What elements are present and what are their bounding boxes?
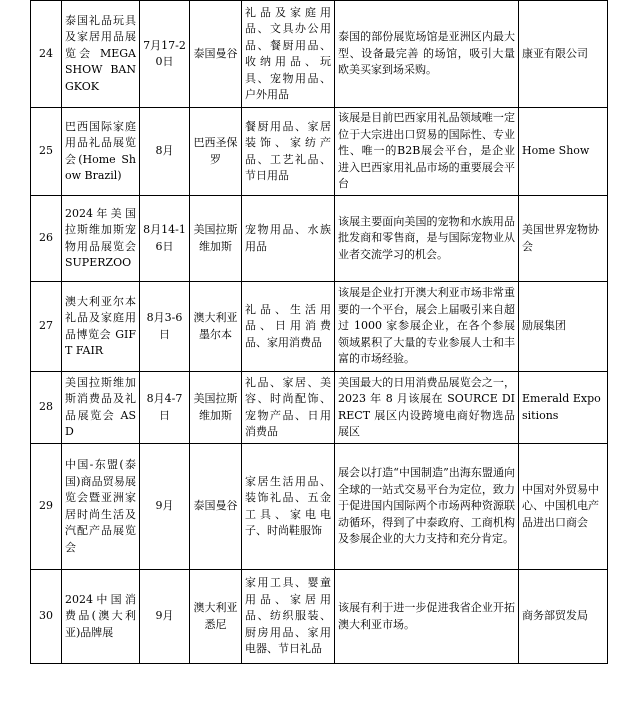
exhibition-name: 巴西国际家庭用品礼品展览会(Home Show Brazil) bbox=[62, 108, 140, 196]
row-number: 30 bbox=[31, 570, 62, 664]
exhibition-name: 中国-东盟(泰国)商品贸易展览会暨亚洲家居时尚生活及汽配产品展览会 bbox=[62, 444, 140, 570]
exhibition-name: 2024年美国拉斯维加斯宠物用品展览会 SUPERZOO bbox=[62, 196, 140, 282]
table-row bbox=[31, 570, 608, 664]
exhibition-products: 餐厨用品、家居装饰、家纺产品、工艺礼品、节日用品 bbox=[242, 108, 335, 196]
exhibition-city: 美国拉斯维加斯 bbox=[190, 196, 242, 282]
exhibition-city: 澳大利亚墨尔本 bbox=[190, 282, 242, 372]
exhibition-organizer: 康亚有限公司 bbox=[519, 1, 608, 108]
exhibition-table bbox=[30, 0, 608, 664]
exhibition-products: 礼品及家庭用品、文具办公用品、餐厨用品、收纳用品、玩具、宠物用品、户外用品 bbox=[242, 1, 335, 108]
exhibition-date: 8月 bbox=[140, 108, 190, 196]
exhibition-date: 8月14-16日 bbox=[140, 196, 190, 282]
table-row bbox=[31, 282, 608, 372]
exhibition-products: 礼品、家居、美容、时尚配饰、宠物产品、日用消费品 bbox=[242, 372, 335, 444]
exhibition-products: 家居生活用品、装饰礼品、五金工具、家电电子、时尚鞋服饰 bbox=[242, 444, 335, 570]
exhibition-name: 泰国礼品玩具及家居用品展览会 MEGA SHOW BANGKOK bbox=[62, 1, 140, 108]
exhibition-city: 巴西圣保罗 bbox=[190, 108, 242, 196]
exhibition-description: 美国最大的日用消费品展览会之一，2023 年 8 月该展在 SOURCE DIRECT 展区内设跨境电商好物选品展区 bbox=[335, 372, 519, 444]
exhibition-organizer: Home Show bbox=[519, 108, 608, 196]
row-number: 24 bbox=[31, 1, 62, 108]
exhibition-description: 该展是企业打开澳大利亚市场非常重要的一个平台，展会上届吸引来自超过 1000 家参展企业，在各个参展领域累积了大量的专业参展人士和丰富的市场经验。 bbox=[335, 282, 519, 372]
exhibition-products: 礼品、生活用品、日用消费品、家用消费品 bbox=[242, 282, 335, 372]
table-row bbox=[31, 444, 608, 570]
exhibition-date: 7月17-20日 bbox=[140, 1, 190, 108]
exhibition-products: 宠物用品、水族用品 bbox=[242, 196, 335, 282]
exhibition-organizer: 中国对外贸易中心、中国机电产品进出口商会 bbox=[519, 444, 608, 570]
exhibition-organizer: 商务部贸发局 bbox=[519, 570, 608, 664]
table-row bbox=[31, 108, 608, 196]
exhibition-date: 9月 bbox=[140, 570, 190, 664]
exhibition-description: 泰国的部份展览场馆是亚洲区内最大型、设备最完善 的场馆，吸引大量欧美买家到场采购。 bbox=[335, 1, 519, 108]
row-number: 25 bbox=[31, 108, 62, 196]
exhibition-date: 9月 bbox=[140, 444, 190, 570]
exhibition-description: 该展是目前巴西家用礼品领域唯一定位于大宗进出口贸易的国际性、专业性、唯一的B2B展会平台，是企业进入巴西家用礼品市场的重要展会平台 bbox=[335, 108, 519, 196]
exhibition-description: 展会以打造“中国制造”出海东盟通向全球的一站式交易平台为定位，致力于促进国内国际两个市场两种资源联动循环，得到了中泰政府、工商机构及参展企业的大力支持和充分肯定。 bbox=[335, 444, 519, 570]
table-row bbox=[31, 1, 608, 108]
exhibition-name: 美国拉斯维加斯消费品及礼品展览会 ASD bbox=[62, 372, 140, 444]
row-number: 29 bbox=[31, 444, 62, 570]
exhibition-date: 8月4-7日 bbox=[140, 372, 190, 444]
exhibition-city: 泰国曼谷 bbox=[190, 444, 242, 570]
exhibition-organizer: 励展集团 bbox=[519, 282, 608, 372]
exhibition-organizer: 美国世界宠物协会 bbox=[519, 196, 608, 282]
exhibition-city: 美国拉斯维加斯 bbox=[190, 372, 242, 444]
exhibition-city: 泰国曼谷 bbox=[190, 1, 242, 108]
exhibition-name: 澳大利亚尔本礼品及家庭用品博览会 GIFT FAIR bbox=[62, 282, 140, 372]
row-number: 27 bbox=[31, 282, 62, 372]
exhibition-description: 该展有利于进一步促进我省企业开拓澳大利亚市场。 bbox=[335, 570, 519, 664]
exhibition-name: 2024中国消费品(澳大利亚)品牌展 bbox=[62, 570, 140, 664]
exhibition-city: 澳大利亚悉尼 bbox=[190, 570, 242, 664]
exhibition-description: 该展主要面向美国的宠物和水族用品批发商和零售商，是与国际宠物业从业者交流学习的机会。 bbox=[335, 196, 519, 282]
row-number: 28 bbox=[31, 372, 62, 444]
exhibition-products: 家用工具、婴童用品、家居用品、纺织服装、厨房用品、家用电器、节日礼品 bbox=[242, 570, 335, 664]
table-row bbox=[31, 372, 608, 444]
exhibition-organizer: Emerald Expositions bbox=[519, 372, 608, 444]
row-number: 26 bbox=[31, 196, 62, 282]
exhibition-date: 8月3-6日 bbox=[140, 282, 190, 372]
table-row bbox=[31, 196, 608, 282]
